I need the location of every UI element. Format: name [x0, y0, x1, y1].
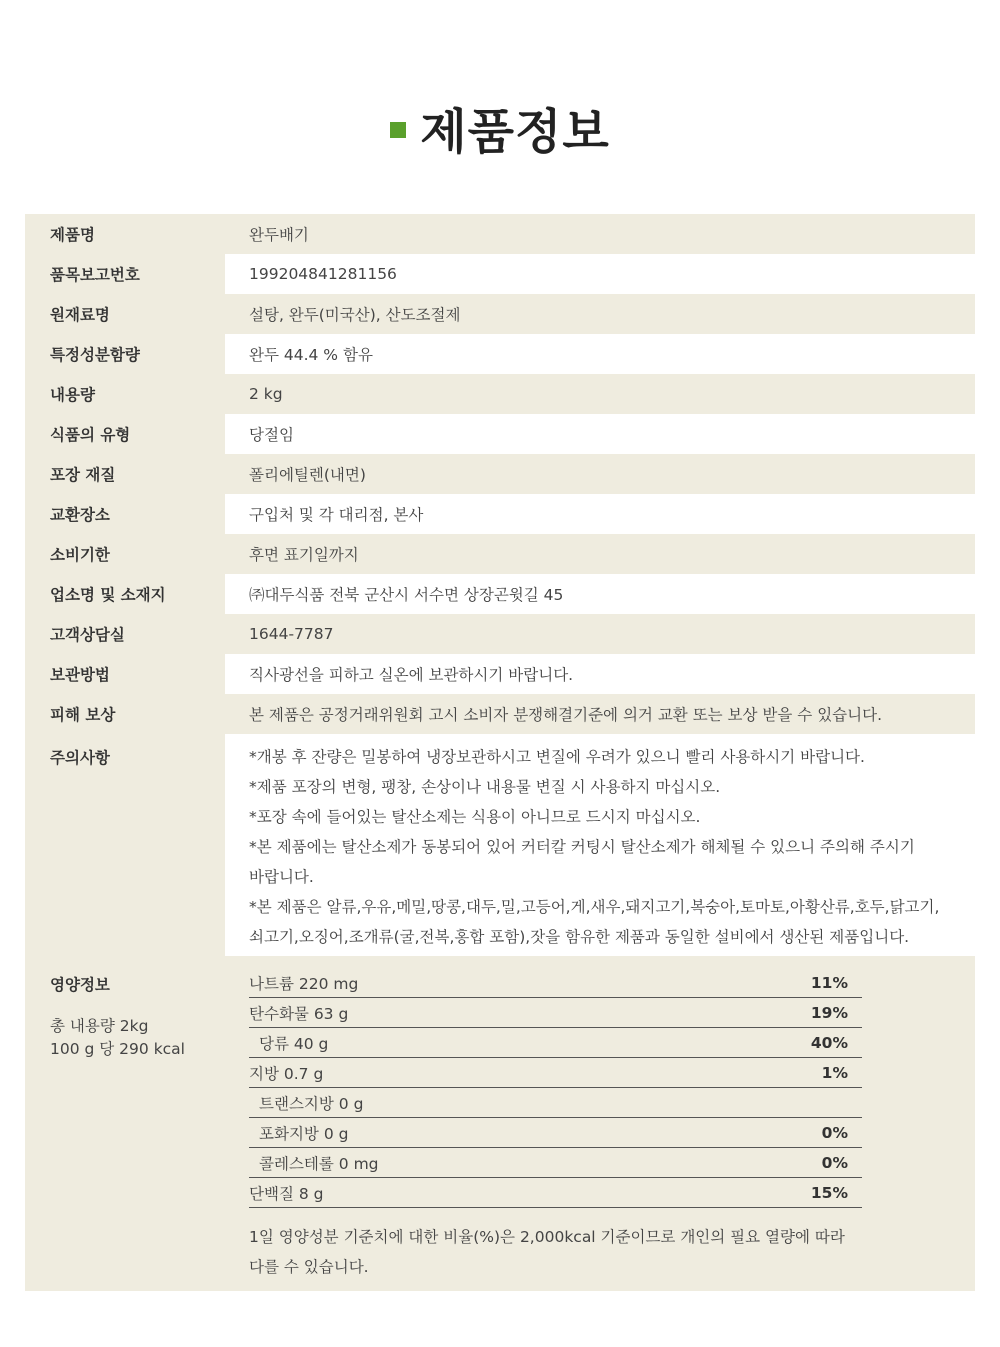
page-title-text: 제품정보 [420, 103, 610, 160]
row-value: 2 kg [249, 385, 283, 403]
table-row [25, 294, 975, 334]
note-line: *본 제품은 알류,우유,메밀,땅콩,대두,밀,고등어,게,새우,돼지고기,복숭아,토마토,아황산류,호두,닭고기, [249, 898, 940, 916]
table-row [25, 254, 975, 294]
note-line: *제품 포장의 변형, 팽창, 손상이나 내용물 변질 시 사용하지 마십시오. [249, 778, 721, 796]
table-row [25, 374, 975, 414]
nutrient-name: 나트륨 220 mg [249, 974, 359, 993]
nutrition-row [25, 956, 975, 1291]
table-row [25, 454, 975, 494]
table-row [25, 694, 975, 734]
row-label: 포장 재질 [25, 454, 225, 494]
note-line: 쇠고기,오징어,조개류(굴,전복,홍합 포함),잣을 함유한 제품과 동일한 설비에서 생산된 제품입니다. [249, 928, 910, 946]
nutrition-per: 100 g 당 290 kcal [50, 1040, 185, 1058]
row-value: 1644-7787 [249, 625, 334, 643]
nutrition-label-cell [25, 956, 225, 1291]
row-value: 직사광선을 피하고 실온에 보관하시기 바랍니다. [249, 666, 574, 684]
table-row [25, 534, 975, 574]
nutrient-pct: 0% [821, 1123, 848, 1142]
note-line: 바랍니다. [249, 868, 314, 886]
nutrient-name: 당류 40 g [259, 1034, 329, 1053]
row-label: 업소명 및 소재지 [25, 574, 225, 614]
green-square-icon [390, 122, 406, 138]
row-value: 본 제품은 공정거래위원회 고시 소비자 분쟁해결기준에 의거 교환 또는 보상 받을 수 있습니다. [249, 706, 883, 724]
row-value: 후면 표기일까지 [249, 546, 359, 564]
table-row [25, 214, 975, 254]
row-value: 당절임 [249, 426, 294, 444]
nutrition-note-line: 1일 영양성분 기준치에 대한 비율(%)은 2,000kcal 기준이므로 개인의 필요 열량에 따라 [249, 1228, 845, 1246]
table-row [25, 614, 975, 654]
row-label: 내용량 [25, 374, 225, 414]
table-row [25, 654, 975, 694]
nutrition-facts [225, 956, 975, 1291]
nutrient-item [249, 1028, 862, 1058]
row-label: 원재료명 [25, 294, 225, 334]
nutrient-item [249, 1148, 862, 1178]
nutrient-item [249, 1178, 862, 1208]
row-label: 식품의 유형 [25, 414, 225, 454]
note-line: *본 제품에는 탈산소제가 동봉되어 있어 커터칼 커팅시 탈산소제가 해체될 수 있으니 주의해 주시기 [249, 838, 915, 856]
row-value: 완두 44.4 % 함유 [249, 346, 373, 364]
nutrient-item [249, 1088, 862, 1118]
table-row [25, 414, 975, 454]
row-label: 보관방법 [25, 654, 225, 694]
nutrition-total: 총 내용량 2kg [50, 1017, 149, 1035]
row-label: 소비기한 [25, 534, 225, 574]
page-title [0, 92, 1000, 162]
row-label: 피해 보상 [25, 694, 225, 734]
note-line: *개봉 후 잔량은 밀봉하여 냉장보관하시고 변질에 우려가 있으니 빨리 사용하시기 바랍니다. [249, 748, 865, 766]
nutrient-pct: 40% [810, 1033, 848, 1052]
table-row [25, 574, 975, 614]
nutrient-pct: 0% [821, 1153, 848, 1172]
notes-row [25, 734, 975, 956]
nutrient-name: 탄수화물 63 g [249, 1004, 349, 1023]
table-row [25, 334, 975, 374]
row-value: ㈜대두식품 전북 군산시 서수면 상장곤윗길 45 [249, 586, 564, 604]
nutrient-item [249, 998, 862, 1028]
note-line: *포장 속에 들어있는 탈산소제는 식용이 아니므로 드시지 마십시오. [249, 808, 701, 826]
nutrient-item [249, 1058, 862, 1088]
nutrient-item [249, 968, 862, 998]
nutrient-pct: 19% [810, 1003, 848, 1022]
row-value: 구입처 및 각 대리점, 본사 [249, 506, 424, 524]
row-value: 폴리에틸렌(내면) [249, 466, 366, 484]
nutrient-name: 포화지방 0 g [259, 1124, 349, 1143]
product-info-table [25, 214, 975, 1291]
nutrient-name: 지방 0.7 g [249, 1064, 324, 1083]
notes-label: 주의사항 [25, 734, 225, 956]
nutrient-name: 트랜스지방 0 g [259, 1094, 364, 1113]
nutrition-note-line: 다를 수 있습니다. [249, 1258, 369, 1276]
notes-content [225, 734, 975, 956]
nutrition-title: 영양정보 [50, 976, 110, 994]
row-label: 제품명 [25, 214, 225, 254]
nutrient-name: 단백질 8 g [249, 1184, 324, 1203]
nutrient-pct: 11% [810, 973, 848, 992]
row-value: 199204841281156 [249, 265, 397, 283]
nutrient-pct: 1% [821, 1063, 848, 1082]
nutrient-name: 콜레스테롤 0 mg [259, 1154, 379, 1173]
row-label: 품목보고번호 [25, 254, 225, 294]
nutrient-item [249, 1118, 862, 1148]
nutrition-note [249, 1222, 862, 1282]
nutrient-pct: 15% [810, 1183, 848, 1202]
row-label: 특정성분함량 [25, 334, 225, 374]
row-value: 완두배기 [249, 226, 309, 244]
row-label: 교환장소 [25, 494, 225, 534]
table-row [25, 494, 975, 534]
row-label: 고객상담실 [25, 614, 225, 654]
row-value: 설탕, 완두(미국산), 산도조절제 [249, 306, 461, 324]
